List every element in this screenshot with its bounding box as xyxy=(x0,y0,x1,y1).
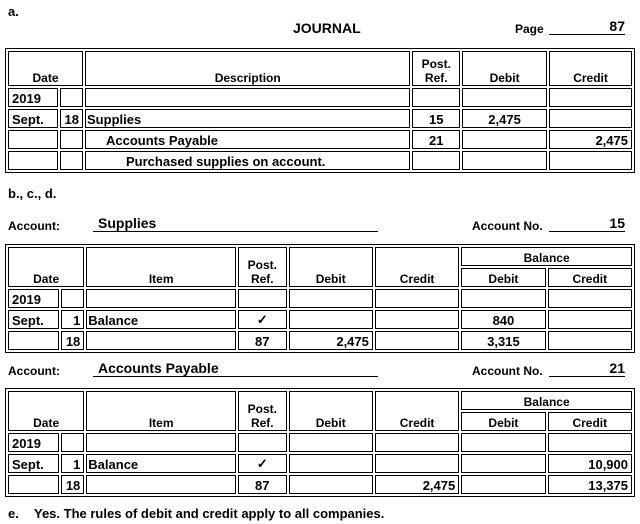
row-debit: 2,475 xyxy=(289,331,373,350)
journal-row xyxy=(8,88,632,107)
entry-post-ref: 21 xyxy=(412,130,460,149)
header-balance-credit: Credit xyxy=(548,412,632,431)
header-post-ref-line1: Post. xyxy=(247,258,277,272)
supplies-account-no-label: Account No. xyxy=(472,219,543,233)
header-date: Date xyxy=(8,391,84,431)
row-month: 2019 xyxy=(8,289,59,308)
journal-row xyxy=(8,130,632,149)
row-debit xyxy=(289,289,373,308)
header-balance: Balance xyxy=(461,247,632,266)
ap-ledger-table xyxy=(5,388,635,497)
row-month: Sept. xyxy=(8,454,59,473)
answer-e-text: Yes. The rules of debit and credit apply to all companies. xyxy=(34,506,385,521)
header-post-ref-line2: Ref. xyxy=(424,71,448,85)
row-balance-credit: 13,375 xyxy=(548,475,632,494)
entry-month: Sept. xyxy=(8,109,58,128)
header-credit: Credit xyxy=(375,391,459,431)
row-day xyxy=(61,289,85,308)
row-balance-debit xyxy=(461,289,545,308)
header-post-ref xyxy=(238,247,287,287)
row-post-ref: 87 xyxy=(238,331,287,350)
row-day: 18 xyxy=(61,331,85,350)
row-item xyxy=(86,331,236,350)
row-credit xyxy=(375,331,459,350)
header-post-ref-line1: Post. xyxy=(421,57,451,71)
ledger-row xyxy=(8,475,632,494)
ledger-row xyxy=(8,331,632,350)
header-debit: Debit xyxy=(462,51,547,86)
supplies-account-name: Supplies xyxy=(93,215,378,232)
section-bcd-label: b., c., d. xyxy=(8,186,57,201)
row-credit xyxy=(375,433,459,452)
row-credit xyxy=(375,310,459,329)
journal-page-label: Page xyxy=(515,22,544,36)
entry-credit xyxy=(549,88,632,107)
entry-credit: 2,475 xyxy=(549,130,632,149)
row-month xyxy=(8,331,59,350)
journal-table xyxy=(5,48,635,173)
header-post-ref-line2: Ref. xyxy=(250,416,274,430)
row-balance-debit xyxy=(461,433,545,452)
row-day: 18 xyxy=(61,475,85,494)
entry-description: Accounts Payable xyxy=(85,130,410,149)
section-a-label: a. xyxy=(8,4,19,19)
header-date: Date xyxy=(8,247,84,287)
row-balance-credit: 10,900 xyxy=(548,454,632,473)
header-post-ref-line1: Post. xyxy=(247,402,277,416)
entry-debit xyxy=(462,88,547,107)
header-balance-debit: Debit xyxy=(461,412,545,431)
row-post-ref: 87 xyxy=(238,475,287,494)
entry-month xyxy=(8,151,58,170)
ledger-row xyxy=(8,310,632,329)
row-item xyxy=(86,433,236,452)
row-day: 1 xyxy=(61,310,85,329)
row-item xyxy=(86,289,236,308)
row-item: Balance xyxy=(86,454,236,473)
row-balance-debit xyxy=(461,454,545,473)
header-balance-credit: Credit xyxy=(548,268,632,287)
row-balance-debit: 840 xyxy=(461,310,545,329)
row-month xyxy=(8,475,59,494)
header-credit: Credit xyxy=(549,51,632,86)
entry-month xyxy=(8,130,58,149)
row-debit xyxy=(289,454,373,473)
checkmark-icon: ✓ xyxy=(256,456,268,471)
checkmark-icon: ✓ xyxy=(256,312,268,327)
entry-month: 2019 xyxy=(8,88,58,107)
row-month: Sept. xyxy=(8,310,59,329)
journal-row xyxy=(8,151,632,170)
journal-title: JOURNAL xyxy=(293,20,361,36)
header-debit: Debit xyxy=(289,391,373,431)
header-post-ref xyxy=(238,391,287,431)
header-credit: Credit xyxy=(375,247,459,287)
row-balance-credit xyxy=(548,331,632,350)
row-day xyxy=(61,433,85,452)
ap-account-no-label: Account No. xyxy=(472,364,543,378)
header-post-ref-line2: Ref. xyxy=(250,272,274,286)
entry-day: 18 xyxy=(60,109,83,128)
entry-day xyxy=(60,88,83,107)
journal-page-number: 87 xyxy=(549,18,625,35)
header-balance: Balance xyxy=(461,391,632,410)
supplies-account-no: 15 xyxy=(549,215,625,232)
row-balance-credit xyxy=(548,433,632,452)
journal-row xyxy=(8,109,632,128)
row-credit xyxy=(375,289,459,308)
entry-description: Purchased supplies on account. xyxy=(85,151,410,170)
entry-credit xyxy=(549,109,632,128)
ap-account-name: Accounts Payable xyxy=(93,360,378,377)
ap-account-label: Account: xyxy=(8,364,60,378)
row-month: 2019 xyxy=(8,433,59,452)
supplies-ledger-table xyxy=(5,244,635,353)
header-post-ref xyxy=(412,51,460,86)
supplies-account-label: Account: xyxy=(8,219,60,233)
row-credit: 2,475 xyxy=(375,475,459,494)
entry-debit xyxy=(462,130,547,149)
ap-account-no: 21 xyxy=(549,360,625,377)
row-balance-debit: 3,315 xyxy=(461,331,545,350)
row-post-ref xyxy=(238,433,287,452)
row-post-ref xyxy=(238,310,287,329)
entry-debit xyxy=(462,151,547,170)
row-debit xyxy=(289,433,373,452)
row-credit xyxy=(375,454,459,473)
row-day: 1 xyxy=(61,454,85,473)
header-description: Description xyxy=(85,51,410,86)
row-debit xyxy=(289,310,373,329)
entry-description: Supplies xyxy=(85,109,410,128)
header-item: Item xyxy=(86,247,236,287)
header-balance-debit: Debit xyxy=(461,268,545,287)
entry-post-ref xyxy=(412,88,460,107)
row-balance-debit xyxy=(461,475,545,494)
entry-post-ref: 15 xyxy=(412,109,460,128)
entry-description xyxy=(85,88,410,107)
entry-post-ref xyxy=(412,151,460,170)
row-item: Balance xyxy=(86,310,236,329)
entry-credit xyxy=(549,151,632,170)
entry-day xyxy=(60,130,83,149)
header-debit: Debit xyxy=(289,247,373,287)
ledger-row xyxy=(8,289,632,308)
section-e-label: e. xyxy=(8,506,19,521)
row-post-ref xyxy=(238,289,287,308)
header-date: Date xyxy=(8,51,83,86)
row-debit xyxy=(289,475,373,494)
ledger-row xyxy=(8,433,632,452)
ledger-row xyxy=(8,454,632,473)
entry-debit: 2,475 xyxy=(462,109,547,128)
header-item: Item xyxy=(86,391,236,431)
entry-day xyxy=(60,151,83,170)
journal-header-row xyxy=(8,51,632,86)
row-post-ref xyxy=(238,454,287,473)
row-balance-credit xyxy=(548,289,632,308)
row-balance-credit xyxy=(548,310,632,329)
row-item xyxy=(86,475,236,494)
